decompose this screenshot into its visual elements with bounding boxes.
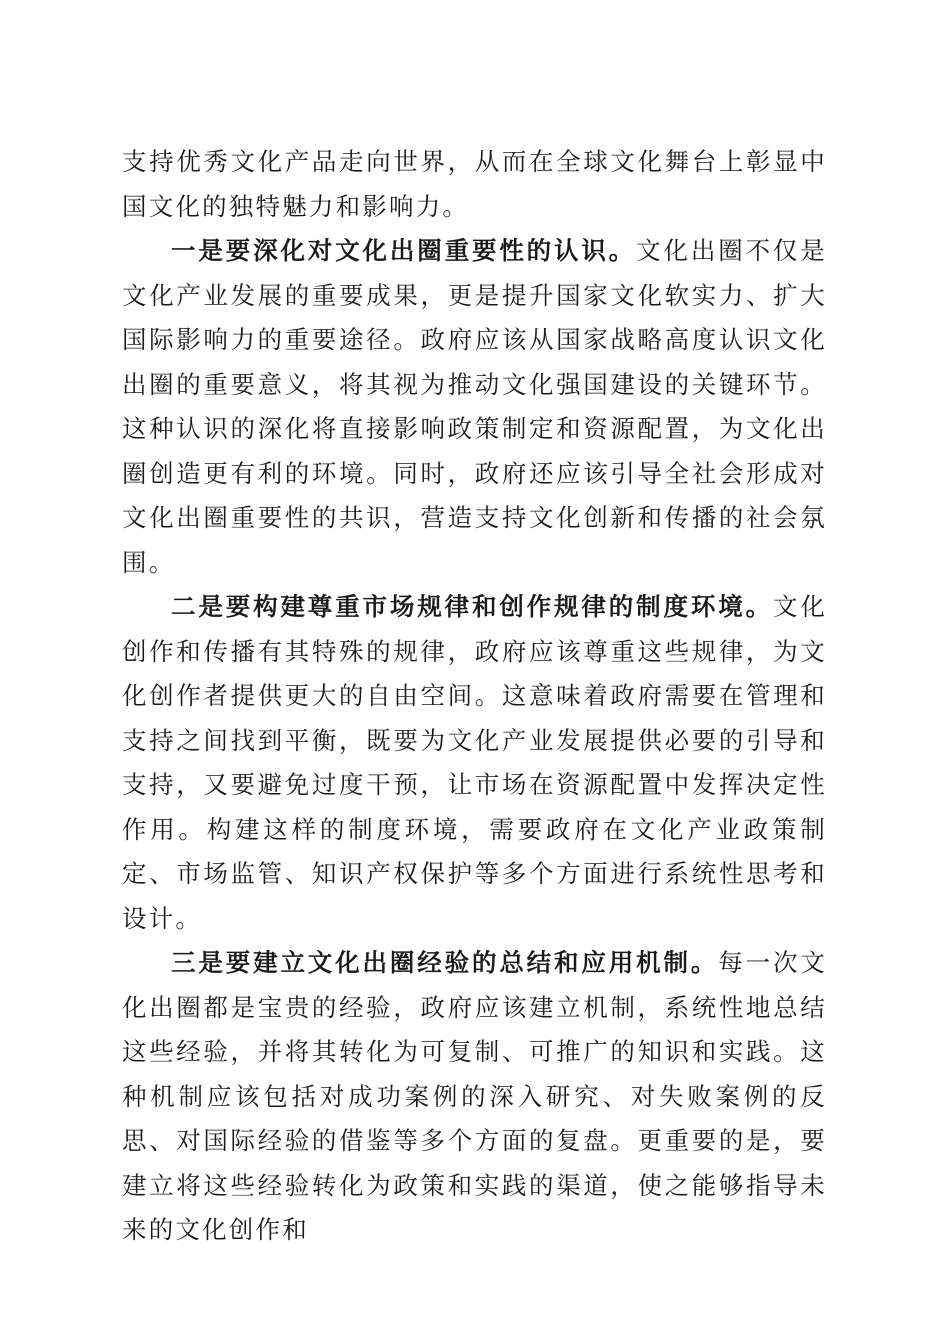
paragraph-lead: 二是要构建尊重市场规律和创作规律的制度环境。 [171, 592, 773, 621]
paragraph-lead: 一是要深化对文化出圈重要性的认识。 [171, 236, 637, 265]
document-body [122, 140, 827, 1253]
paragraph-text: 文化出圈不仅是文化产业发展的重要成果，更是提升国家文化软实力、扩大国际影响力的重要途径。政府应该从国家战略高度认识文化出圈的重要意义，将其视为推动文化强国建设的关键环节。这种认识的深化将直接影响政策制定和资源配置，为文化出圈创造更有利的环境。同时，政府还应该引导全社会形成对文化出圈重要性的共识，营造支持文化创新和传播的社会氛围。 [122, 236, 827, 577]
paragraph-text: 支持优秀文化产品走向世界，从而在全球文化舞台上彰显中国文化的独特魅力和影响力。 [122, 147, 827, 221]
paragraph-point-two [122, 585, 827, 941]
paragraph-lead: 三是要建立文化出圈经验的总结和应用机制。 [171, 948, 719, 977]
paragraph-continuation [122, 140, 827, 229]
paragraph-text: 文化创作和传播有其特殊的规律，政府应该尊重这些规律，为文化创作者提供更大的自由空间。这意味着政府需要在管理和支持之间找到平衡，既要为文化产业发展提供必要的引导和支持，又要避免过度干预，让市场在资源配置中发挥决定性作用。构建这样的制度环境，需要政府在文化产业政策制定、市场监管、知识产权保护等多个方面进行系统性思考和设计。 [122, 592, 827, 933]
paragraph-point-one [122, 229, 827, 585]
paragraph-point-three [122, 941, 827, 1253]
paragraph-text: 每一次文化出圈都是宝贵的经验，政府应该建立机制，系统性地总结这些经验，并将其转化为可复制、可推广的知识和实践。这种机制应该包括对成功案例的深入研究、对失败案例的反思、对国际经验的借鉴等多个方面的复盘。更重要的是，要建立将这些经验转化为政策和实践的渠道，使之能够指导未来的文化创作和 [122, 948, 827, 1244]
